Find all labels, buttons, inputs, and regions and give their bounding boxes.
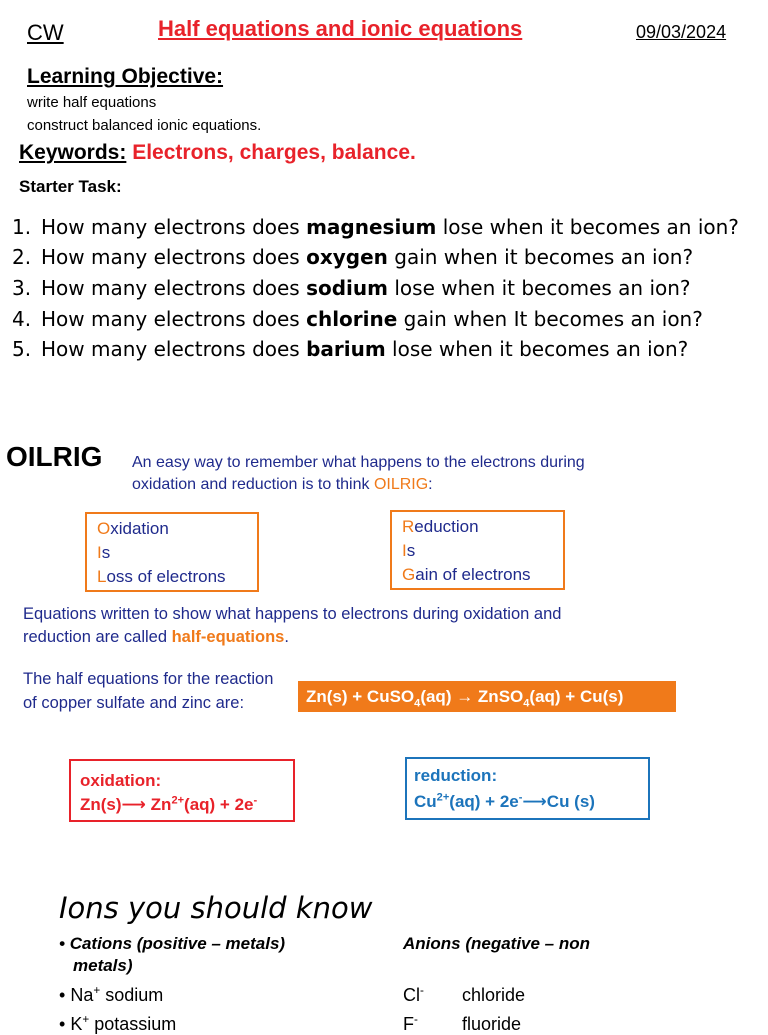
definition-text: Equations written to show what happens to electrons during oxidation and reduction are called xyxy=(23,605,562,646)
mnemonic-rest: s xyxy=(101,543,111,562)
oxidation-mnemonic-box xyxy=(85,512,259,592)
page-title: Half equations and ionic equations xyxy=(158,16,523,41)
definition-highlight: half-equations xyxy=(171,628,285,646)
question-item xyxy=(12,215,739,239)
question-element: oxygen xyxy=(306,245,388,269)
ion-charge: + xyxy=(82,1013,90,1026)
question-text: lose when it becomes an ion? xyxy=(385,337,689,361)
arrow-icon: ⟶ xyxy=(522,792,547,811)
question-item xyxy=(12,337,688,361)
ion-symbol: Cl xyxy=(403,985,420,1005)
question-item xyxy=(12,245,693,269)
eq-electron-charge: - xyxy=(518,791,523,804)
bullet-icon: • xyxy=(59,985,66,1005)
reaction-equation xyxy=(298,681,676,712)
half-equations-intro: The half equations for the reaction of copper sulfate and zinc are: xyxy=(23,670,274,712)
mnemonic-letter: O xyxy=(97,519,111,538)
reaction-part: (aq) → ZnSO xyxy=(420,687,524,706)
question-text: gain when it becomes an ion? xyxy=(387,245,694,269)
ion-symbol: K xyxy=(70,1014,83,1034)
eq-lhs: Cu xyxy=(414,792,437,811)
ion-charge: + xyxy=(93,984,101,997)
ion-charge: - xyxy=(414,1013,418,1026)
question-number: 4. xyxy=(12,307,32,331)
mnemonic-rest: s xyxy=(406,541,416,560)
question-element: sodium xyxy=(306,276,388,300)
cations-heading-text: Cations (positive – metals) xyxy=(69,934,286,953)
bullet-icon: • xyxy=(59,1014,66,1034)
intro-text-end: : xyxy=(428,476,433,493)
ion-name: potassium xyxy=(94,1014,177,1034)
question-text: lose when it becomes an ion? xyxy=(436,215,739,239)
question-number: 2. xyxy=(12,245,32,269)
learning-objective-heading: Learning Objective: xyxy=(27,65,224,88)
question-element: magnesium xyxy=(306,215,437,239)
mnemonic-letter: G xyxy=(402,565,416,584)
question-text: How many electrons does xyxy=(41,337,307,361)
question-element: barium xyxy=(306,337,386,361)
question-number: 1. xyxy=(12,215,32,239)
eq-lhs-rest: (aq) + 2e xyxy=(449,792,519,811)
reaction-part: (aq) + Cu(s) xyxy=(529,687,624,706)
cation-row xyxy=(59,1014,176,1035)
ion-symbol: F xyxy=(403,1014,414,1034)
cations-heading-cont: metals) xyxy=(73,956,133,975)
anion-row xyxy=(403,1013,522,1035)
question-number: 5. xyxy=(12,337,32,361)
keywords-value: Electrons, charges, balance. xyxy=(132,141,416,164)
mnemonic-line xyxy=(97,517,247,541)
question-text: How many electrons does xyxy=(41,215,307,239)
mnemonic-line xyxy=(402,539,553,563)
ions-heading: Ions you should know xyxy=(59,891,373,925)
reaction-sub: 4 xyxy=(414,697,421,710)
reduction-mnemonic-box xyxy=(390,510,565,590)
oilrig-intro xyxy=(132,452,652,496)
reaction-part: Zn(s) + CuSO xyxy=(306,687,415,706)
question-number: 3. xyxy=(12,276,32,300)
anion-row xyxy=(403,984,526,1006)
question-text: How many electrons does xyxy=(41,307,307,331)
ion-name: chloride xyxy=(462,985,526,1005)
keywords xyxy=(19,141,416,165)
reduction-half-equation-box xyxy=(405,757,650,820)
ion-charge: - xyxy=(420,984,424,997)
eq-lhs: Zn(s) xyxy=(80,795,122,814)
intro-highlight: OILRIG xyxy=(373,476,429,493)
mnemonic-line xyxy=(97,565,247,589)
eq-rhs: Zn xyxy=(150,795,172,814)
reduction-equation xyxy=(414,789,641,815)
eq-rhs: Cu (s) xyxy=(546,792,595,811)
ion-symbol: Na xyxy=(70,985,94,1005)
question-text: How many electrons does xyxy=(41,276,307,300)
intro-text: An easy way to remember what happens to the electrons during oxidation and reduction is to think xyxy=(132,454,585,493)
oxidation-equation xyxy=(80,793,284,817)
question-item xyxy=(12,276,691,300)
objective-item: construct balanced ionic equations. xyxy=(27,117,262,134)
cw-label: CW xyxy=(27,20,64,45)
cation-row xyxy=(59,985,163,1006)
question-item xyxy=(12,307,703,331)
date: 09/03/2024 xyxy=(636,22,727,42)
definition-end: . xyxy=(284,628,289,646)
bullet-icon: • xyxy=(59,934,65,953)
mnemonic-letter: L xyxy=(97,567,107,586)
mnemonic-line xyxy=(402,563,553,587)
eq-charge: 2+ xyxy=(171,794,185,807)
mnemonic-line xyxy=(402,515,553,539)
oilrig-title: OILRIG xyxy=(6,441,103,472)
oxidation-label: oxidation: xyxy=(80,771,162,790)
mnemonic-rest: xidation xyxy=(110,519,169,538)
question-element: chlorine xyxy=(306,307,398,331)
anions-heading: Anions (negative – non xyxy=(403,934,591,953)
mnemonic-line xyxy=(97,541,247,565)
mnemonic-rest: ain of electrons xyxy=(415,565,531,584)
eq-charge: 2+ xyxy=(436,791,450,804)
ion-name: fluoride xyxy=(462,1014,522,1034)
mnemonic-letter: R xyxy=(402,517,415,536)
question-text: How many electrons does xyxy=(41,245,307,269)
starter-heading: Starter Task: xyxy=(19,177,122,196)
question-text: lose when it becomes an ion? xyxy=(388,276,691,300)
ion-name: sodium xyxy=(105,985,164,1005)
objective-item: write half equations xyxy=(27,94,157,111)
cations-heading xyxy=(59,934,285,954)
mnemonic-letter: I xyxy=(97,543,102,562)
reaction-sub: 4 xyxy=(523,697,530,710)
keywords-label: Keywords: xyxy=(19,141,127,164)
eq-rhs-rest: (aq) + 2e xyxy=(184,795,254,814)
oxidation-half-equation-box xyxy=(69,759,295,822)
question-text: gain when It becomes an ion? xyxy=(397,307,703,331)
eq-electron-charge: - xyxy=(253,794,258,807)
reduction-label: reduction: xyxy=(414,766,498,785)
mnemonic-rest: eduction xyxy=(414,517,479,536)
arrow-icon: ⟶ xyxy=(121,795,146,814)
mnemonic-rest: oss of electrons xyxy=(106,567,226,586)
mnemonic-letter: I xyxy=(402,541,407,560)
half-equations-definition xyxy=(23,603,583,649)
